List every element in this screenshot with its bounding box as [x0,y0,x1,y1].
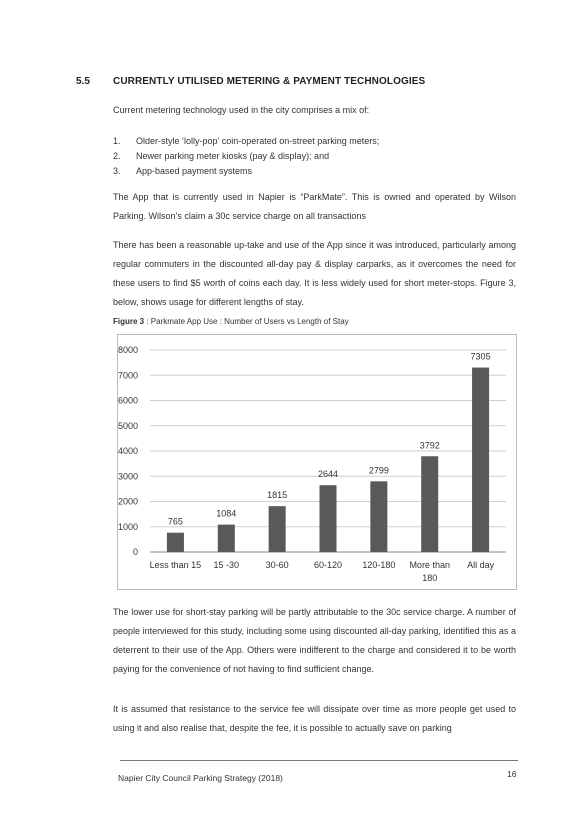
intro-text: Current metering technology used in the city comprises a mix of: [113,105,370,115]
bar [218,525,235,552]
x-tick-label: 30-60 [265,560,289,570]
figure-caption-text: : Parkmate App Use : Number of Users vs Length of Stay [144,317,349,326]
y-tick-label: 0 [132,547,138,557]
bar-chart [118,335,516,589]
bar [167,533,184,552]
list-item-text: Older-style ‘lolly-pop’ coin-operated on-street parking meters; [136,136,380,146]
y-tick-label: 5000 [118,420,138,431]
list-item-text: Newer parking meter kiosks (pay & display); and [136,151,330,161]
y-tick-label: 3000 [118,471,138,482]
x-tick-label: 15 -30 [213,560,240,570]
paragraph-short-stay: The lower use for short-stay parking will be partly attributable to the 30c service charge. A number of people interviewed for this study, including some using discounted all-day parking, identified this as a deterrent to their use of the App. Others were indifferent to the charge and considered it to be worth paying for the convenience of not having to find sufficient change. [113,607,516,674]
bar [421,456,438,552]
bar [320,485,337,552]
page-number: 16 [507,769,517,779]
figure-caption [113,317,349,326]
y-tick-label: 7000 [118,370,138,381]
data-label: 2799 [368,465,389,476]
chart-frame [117,334,517,590]
x-tick-label: Less than 15 [149,560,202,570]
y-tick-label: 1000 [118,521,138,532]
bar [472,368,489,552]
data-label: 3792 [419,440,440,451]
footer-divider [120,760,518,761]
data-label: 7305 [470,351,491,362]
data-label: 2644 [317,469,339,480]
list-item [113,134,513,149]
y-tick-label: 4000 [118,446,138,456]
section-number: 5.5 [76,76,90,87]
paragraph-app: The App that is currently used in Napier is “ParkMate”. This is owned and operated by Wilson Parking. Wilson’s claim a 30c service charge on all transactions [113,192,516,221]
y-tick-label: 6000 [118,395,138,406]
y-tick-label: 8000 [118,345,138,355]
list-item-number: 2. [113,151,121,161]
list-item-number: 1. [113,136,121,146]
list-item-number: 3. [113,166,121,176]
x-tick-label: 120-180 [362,560,396,570]
data-label: 765 [167,516,183,527]
footer-title: Napier City Council Parking Strategy (2018) [118,773,283,783]
section-title: CURRENTLY UTILISED METERING & PAYMENT TECHNOLOGIES [113,76,426,87]
bar [269,506,286,552]
bar [370,481,387,552]
list-item [113,164,513,179]
x-tick-label: 60-120 [313,560,343,570]
x-tick-label: 180 [422,573,438,583]
x-tick-label: More than [409,560,450,570]
x-tick-label: All day [467,560,495,570]
data-label: 1815 [267,490,288,501]
data-label: 1084 [216,508,237,519]
paragraph-uptake: There has been a reasonable up-take and use of the App since it was introduced, particularly among regular commuters in the discounted all-day pay & display carparks, as it overcomes the need for these users to find $5 worth of coins each day. It is less widely used for short meter-stops. Figure 3, below, shows usage for different lengths of stay. [113,240,516,307]
figure-label: Figure 3 [113,317,145,326]
technology-list [113,134,513,179]
paragraph-service-fee: It is assumed that resistance to the service fee will dissipate over time as more people get used to using it and also realise that, despite the fee, it is possible to actually save on parking [113,704,516,733]
y-tick-label: 2000 [118,496,138,507]
list-item [113,149,513,164]
list-item-text: App-based payment systems [136,166,253,176]
